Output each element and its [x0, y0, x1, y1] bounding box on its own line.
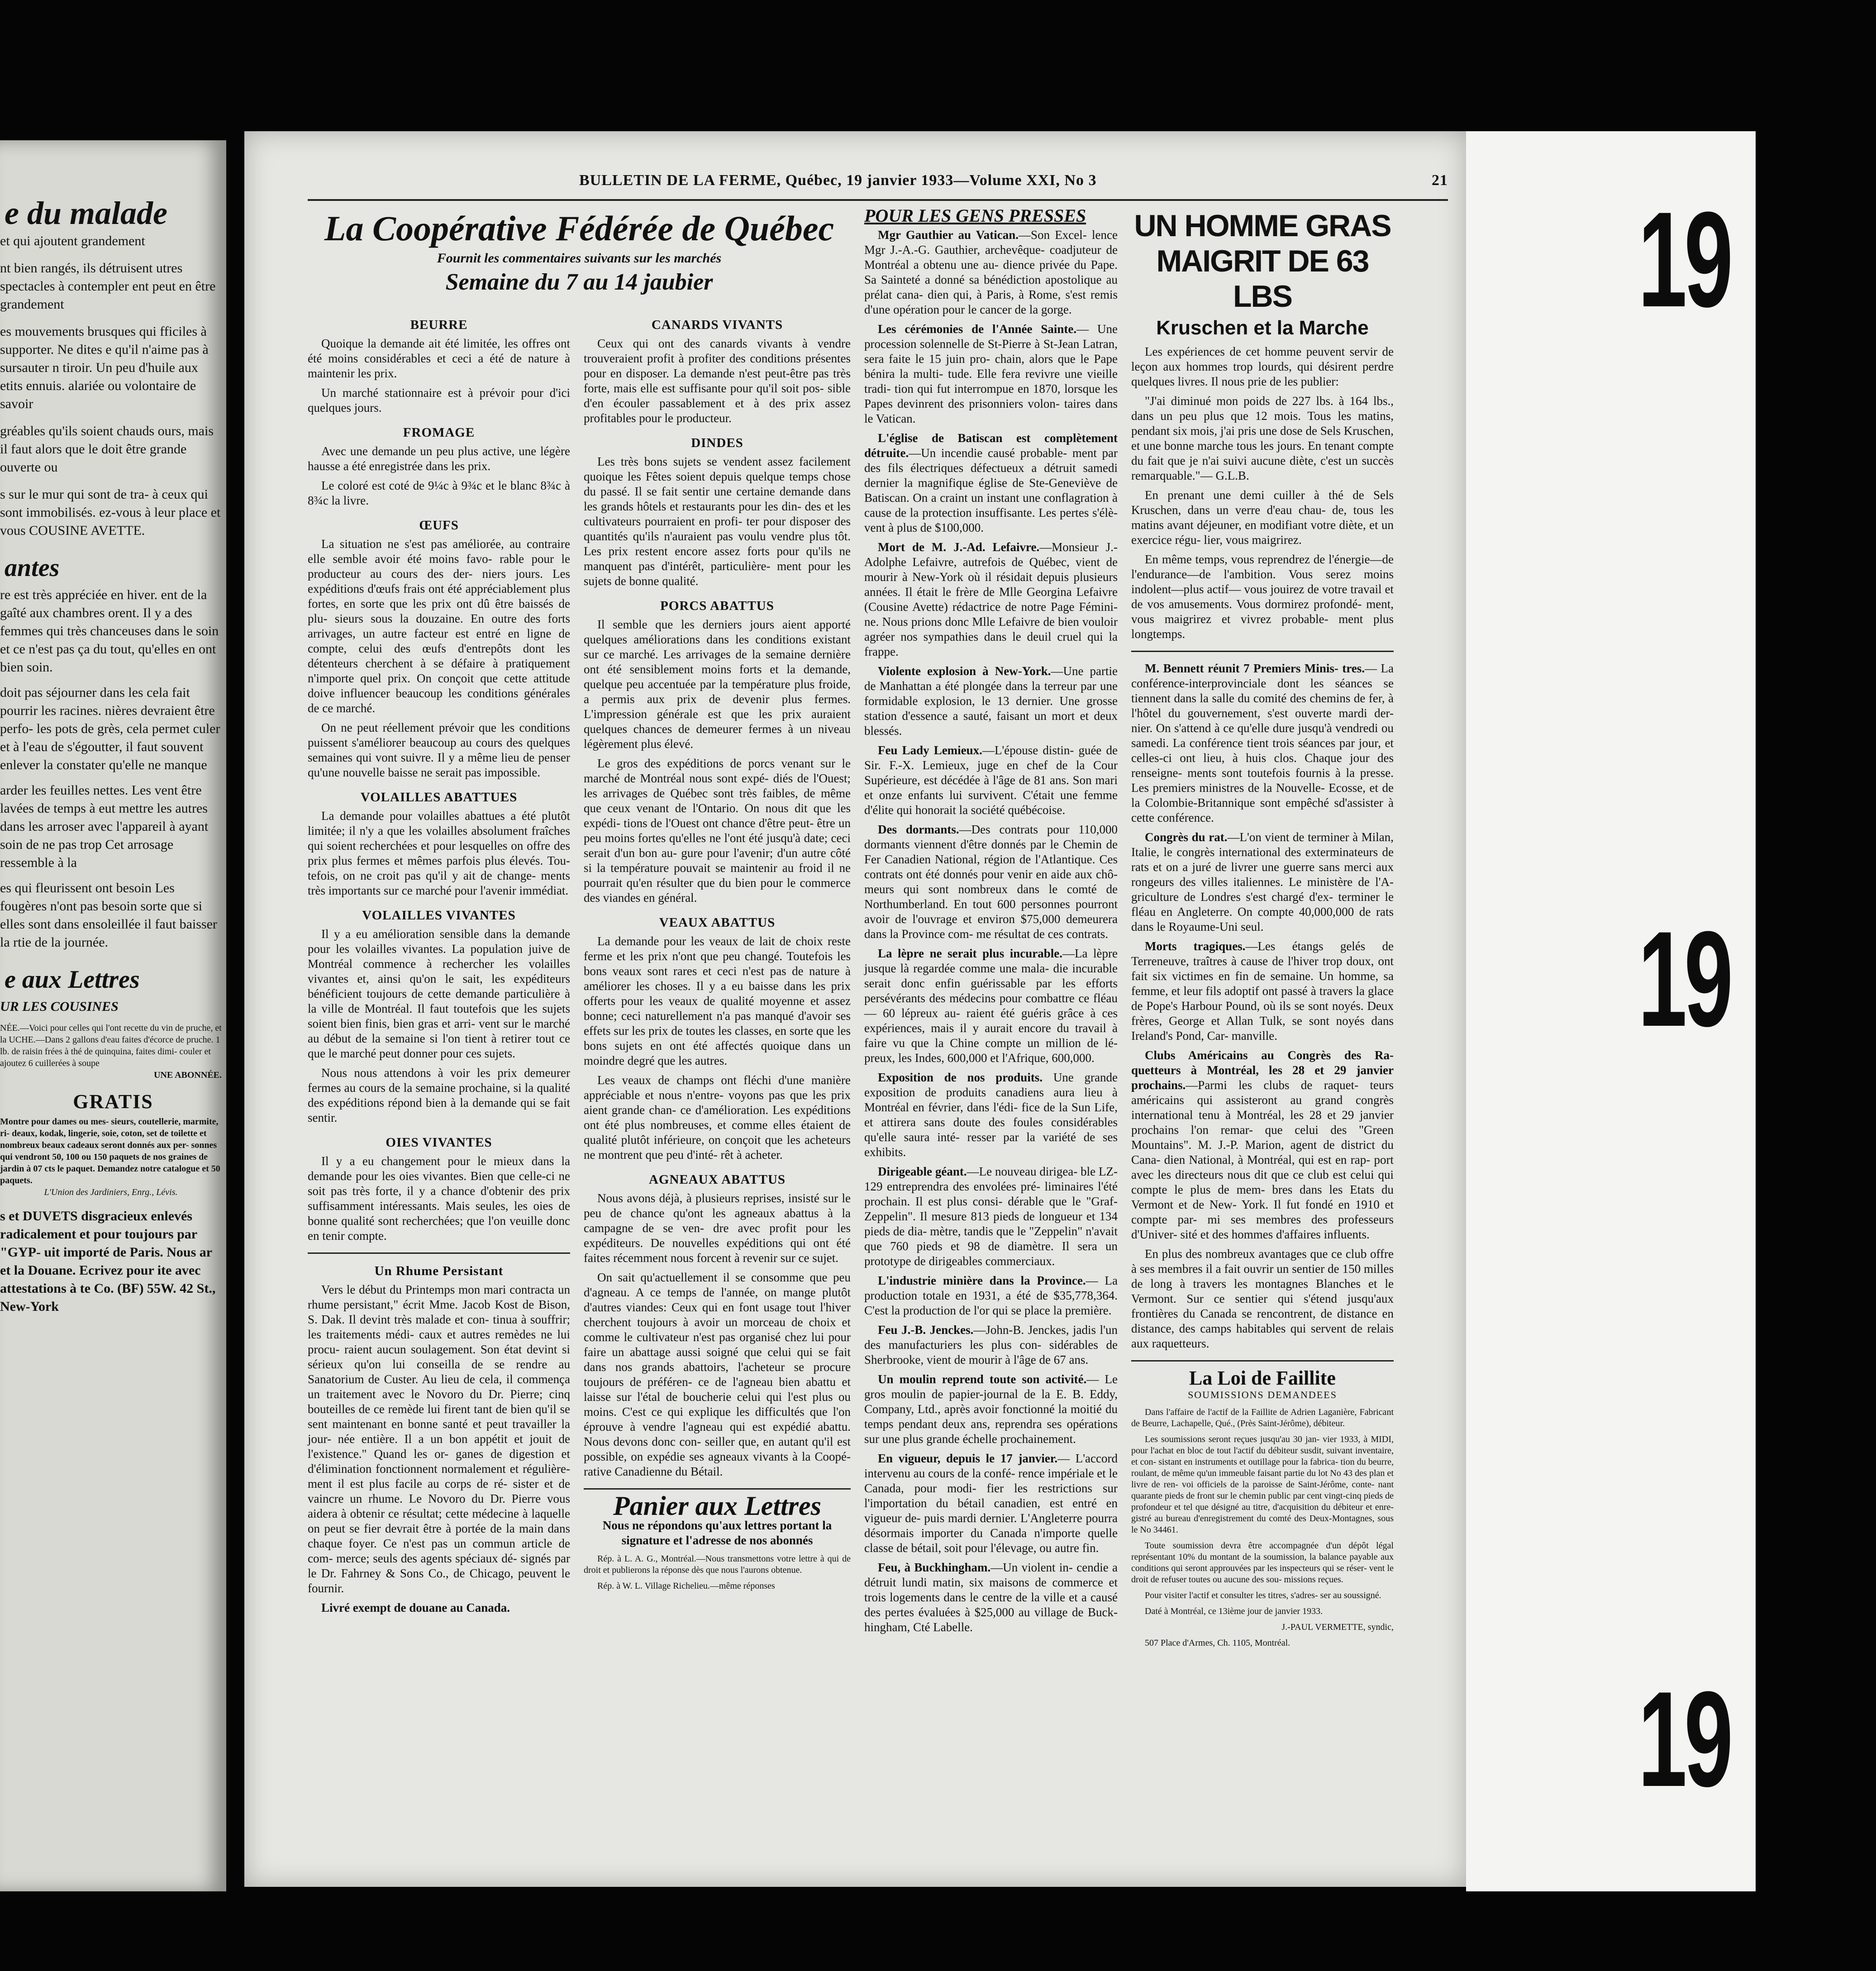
faillite-paragraph: Pour visiter l'actif et consulter les titres, s'adres- ser au soussigné.: [1145, 1590, 1381, 1600]
kruschen-headline: UN HOMME GRAS MAIGRIT DE 63 LBS: [1134, 209, 1391, 314]
news-brief: [864, 1273, 1118, 1318]
left-text-1: et qui ajoutent grandement: [0, 233, 145, 248]
section-heading: PORCS ABATTUS: [660, 599, 774, 613]
news-brief-title: Exposition de nos produits.: [878, 1071, 1043, 1084]
section-heading: AGNEAUX ABATTUS: [648, 1172, 786, 1187]
news-brief-text: — Le gros moulin de papier-journal de la E. B. Eddy, Company, Ltd., après avoir fonctionné la moitié du temps pendant deux ans, reprendra ses opérations sur une plus grande échelle prochainement.: [864, 1372, 1118, 1446]
article-paragraph: Il y a eu amélioration sensible dans la demande pour les volailles vivantes. La population juive de Montréal commence à rechercher les volailles vivantes et, ainsi qu'on le sait, les expéditeurs bénéficient toujours de cette demande particulière à la ville de Montréal. Il faut toutefois que les sujets soient bien finis, bien gras et arri- vent sur le marché au début de la semaine si l'on tient à retirer tout ce que le marché peut donner pour ces sujets.: [308, 927, 570, 1060]
news-brief-text: —Son Excel- lence Mgr J.-A.-G. Gauthier, archevêque- coadjuteur de Montréal a obtenu une au- dience privée du Pape. Sa Sainteté a donné sa bénédiction apostolique au prélat cana- dien qui, à Paris, à Rome, s'est remis d'une opération pour le cancer de la gorge.: [864, 228, 1118, 316]
article-paragraph: Ceux qui ont des canards vivants à vendre trouveraient profit à profiter des conditions présentes pour en disposer. La demande n'est peut-être pas très forte, mais elle est suffisante pour qu'il soit pos- sible d'en écouler passablement et à des prix assez profitables pour le producteur.: [584, 337, 851, 425]
news-brief: [864, 1372, 1118, 1447]
column-rule: [584, 1488, 851, 1490]
kruschen-paragraph: En même temps, vous reprendrez de l'énergie—de l'endurance—de l'ambition. Vous serez moins indolent—plus actif— vous jouirez de votre travail et de vos amusements. Vous dormirez profondé- ment, vous maigrirez et vivrez probable- ment plus longtemps.: [1131, 552, 1394, 641]
left-section-text-3: arder les feuilles nettes. Les vent être lavées de temps à eut mettre les autres dans les arroser avec l'appareil à ayant soin de ne pas trop Cet arrosage ressemble à la: [0, 783, 209, 870]
faillite-paragraph: Toute soumission devra être accompagnée d'un dépôt légal représentant 10% du montant de la soumission, la balance payable aux conditions qui seront approuvées par les inspecteurs qui se réser- vent le droit de refuser toutes ou aucune des sou- missions reçues.: [1131, 1541, 1394, 1585]
news-brief-title: Violente explosion à New-York.: [878, 664, 1051, 678]
section-heading: FROMAGE: [403, 425, 475, 440]
kruschen-paragraph: En prenant une demi cuiller à thé de Sels Kruschen, dans un verre d'eau chau- de, tous les matins avant déjeuner, en modifiant votre diète, et un exercice régu- lier, vous maigrirez.: [1131, 488, 1394, 547]
news-brief-text: —Un incendie causé probable- ment par des fils électriques défectueux a détruit samedi dernier la magnifique église de Ste-Geneviève de Batiscan. On a craint un instant une conflagration à cause de la protection insuffisante. Les pertes s'élè- vent à plus de $100,000.: [864, 446, 1118, 534]
column-3: [864, 205, 1118, 1639]
left-text-4: gréables qu'ils soient chauds ours, mais il faut alors que le doit être grande ouverte ou: [0, 424, 214, 475]
left-page-title: e du malade: [5, 195, 167, 231]
news-brief-text: —Une partie de Manhattan a été plongée dans la terreur par une formidable explosion, le 13 dernier. Une grosse station d'essence a sauté, faisant un mort et deux blessés.: [864, 664, 1118, 738]
article-paragraph: Nous avons déjà, à plusieurs reprises, insisté sur le peu de chance qu'ont les agneaux abattus à la campagne de se ven- dre avec profit pour les expéditeurs. De nouvelles expéditions qui ont été faites récemment nous forcent à revenir sur ce sujet.: [584, 1191, 851, 1265]
news-brief-continued: En plus des nombreux avantages que ce club offre à ses membres il a fait ouvrir un sentier de 150 milles de long à travers les montagnes Blanches et le Vermont. Sur ce sentier qui s'étend jusqu'aux frontières du Canada se rencontrent, de distance en distance, des camps habitables qui servent de relais aux raquetteurs.: [1131, 1247, 1394, 1350]
news-brief-text: — L'accord intervenu au cours de la confé- rence impériale et le Canada, pour modi- fier les restrictions sur l'importation du bétail canadien, est entré en vigueur de- puis mardi dernier. L'Angleterre pourra désormais importer du Canada n'importe quelle classe de bétail, soit pour l'élevage, ou autre fin.: [864, 1452, 1118, 1555]
news-brief-title: M. Bennett réunit 7 Premiers Minis- tres.: [1145, 662, 1365, 675]
faillite-title: La Loi de Faillite: [1189, 1367, 1336, 1389]
news-brief-title: Feu, à Buckhingham.: [878, 1561, 991, 1574]
news-brief-text: —L'épouse distin- guée de Sir. F.-X. Lemieux, juge en chef de la Cour Supérieure, est décédée à l'âge de 81 ans. Son mari et onze enfants lui survivent. C'était une femme d'élite qui honorait la société québécoise.: [864, 743, 1118, 817]
left-section-text: re est très appréciée en hiver. ent de la gaîté aux chambres orent. Il y a des femmes qui très chanceuses dans le soin et ce n'est pas ça du tout, qu'elles en ont bien soin.: [0, 587, 219, 675]
faillite-paragraph: Dans l'affaire de l'actif de la Faillite de Adrien Laganière, Fabricant de Beurre, Lachapelle, Qué., (Près Saint-Jérôme), débiteur.: [1131, 1407, 1394, 1428]
section-heading: ŒUFS: [419, 518, 459, 533]
news-brief-text: — La production totale en 1931, a été de $35,778,364. C'est la production de l'or qui se place la première.: [864, 1274, 1118, 1317]
article-paragraph: Il semble que les derniers jours aient apporté quelques améliorations dans les conditions existant sur ce marché. Les arrivages de la semaine dernière ont été sensiblement moins forts et la demande, quelque peu accentuée par la température plus froide, a permis aux prix de devenir plus fermes. L'impression générale est que les prix auraient quelques chances de demeurer fermes à un niveau légèrement plus élevé.: [584, 618, 851, 751]
panier-reply-1: Rép. à L. A. G., Montréal.—Nous transmettons votre lettre à qui de droit et publierons la réponse dès que nous l'aurons obtenue.: [584, 1554, 851, 1575]
kruschen-paragraph: Les expériences de cet homme peuvent servir de leçon aux hommes trop lourds, qui désirent perdre quelques livres. Il nous prie de les publier:: [1131, 345, 1394, 388]
faillite-address: 507 Place d'Armes, Ch. 1105, Montréal.: [1145, 1638, 1290, 1648]
news-brief-title: Feu Lady Lemieux.: [878, 743, 982, 757]
article-paragraph: Nous nous attendons à voir les prix demeurer fermes au cours de la semaine prochaine, si la qualité des expéditions répond bien à la demande qui se fait sentir.: [308, 1066, 570, 1124]
section-heading: DINDES: [691, 436, 743, 450]
left-lettres-sub: UR LES COUSINES: [0, 999, 119, 1014]
news-brief: [864, 1560, 1118, 1635]
news-brief-title: Clubs Américains au Congrès des Ra- quetteurs à Montréal, les 28 et 29 janvier prochains.: [1131, 1048, 1394, 1092]
left-text-2: nt bien rangés, ils détruisent utres spectacles à contempler ent peut en être grandement: [0, 261, 216, 312]
frame-number-top: 19: [1638, 183, 1730, 335]
article-paragraph: Les veaux de champs ont fléchi d'une manière appréciable et nous n'entre- voyons pas que les prix aient grande chan- ce d'amélioration. Les expéditions ont été plus nombreuses, et comme elles étaient de qualité plutôt inférieure, on conçoit que les acheteurs ne montrent que peu d'inté- rêt à acheter.: [584, 1073, 851, 1162]
news-brief-text: Une grande exposition de produits canadiens aura lieu à Montréal en février, dans l'édi- fice de la Sun Life, et attirera sans doute des foules considérables qu'elle saura inté- resser par la variété de ses exhibits.: [864, 1071, 1118, 1159]
news-brief: [1131, 1048, 1394, 1242]
article-paragraph: Avec une demande un peu plus active, une légère hausse a été enregistrée dans les prix.: [308, 444, 570, 473]
left-section-title: antes: [5, 554, 60, 582]
left-gratis-title: GRATIS: [73, 1090, 153, 1113]
news-brief: [864, 664, 1118, 738]
rhume-title: Un Rhume Persistant: [374, 1264, 504, 1278]
faillite-signature: J.-PAUL VERMETTE, syndic,: [1281, 1622, 1394, 1632]
coop-title: La Coopérative Fédérée de Québec: [324, 209, 834, 248]
left-gratis-text: Montre pour dames ou mes- sieurs, coutellerie, marmite, ri- deaux, kodak, lingerie, soie, coton, set de toilette et nombreux beaux cadeaux seront donnés aux per- sonnes qui vendront 50, 100 ou 150 paquets de nos graines de jardin à 07 cts le paquet. Demandez notre catalogue et 50 paquets.: [0, 1117, 220, 1185]
rhume-text: Vers le début du Printemps mon mari contracta un rhume persistant," écrit Mme. Jacob Kost de Bison, S. Dak. Il devint très malade et con- tinua à souffrir; les traitements médi- caux et autres remèdes ne lui procu- raient aucun soulagement. Son état devint si sérieux qu'on lui conseilla de se rendre au Sanatorium de Custer. Au lieu de cela, il commença un traitement avec le Novoro du Dr. Pierre; cinq bouteilles de ce remède lui firent tant de bien qu'il se sent maintenant en bonne santé et peut travailler la jour- née entière. Il a un bon appétit et jouit de l'existence." Quand les or- ganes de digestion et d'élimination fonctionnent normalement et régulière- ment il est plus facile au corps de ré- sister et de vaincre un rhume. Le Novoro du Dr. Pierre vous aidera à obtenir ce résultat; cette médecine à laquelle on peut se fier devrait être à portée de la main dans chaque foyer. Ce n'est pas un commun article de com- merce; seuls des agents spéciaux dé- signés par le Dr. Fahrney & Sons Co., de Chicago, peuvent le fournir.: [308, 1283, 570, 1595]
panier-title: Panier aux Lettres: [613, 1491, 821, 1521]
panier-reply-2: Rép. à W. L. Village Richelieu.—même réponses: [597, 1581, 775, 1591]
news-brief: [864, 1070, 1118, 1160]
header-rule: [308, 199, 1448, 201]
news-brief: [864, 946, 1118, 1066]
left-recette: NÉE.—Voici pour celles qui l'ont recette du vin de pruche, et la UCHE.—Dans 2 gallons d'eau faites d'écorce de pruche. 1 lb. de raisin frées à thé de quinquina, faites dimi- couler et ajoutez 6 cuillerées à soupe: [0, 1023, 222, 1068]
gens-presses-title: POUR LES GENS PRESSES: [864, 205, 1086, 226]
left-abonnee: UNE ABONNÉE.: [153, 1070, 222, 1080]
news-brief: [864, 1451, 1118, 1556]
news-brief: [1131, 830, 1394, 934]
section-heading: BEURRE: [410, 318, 468, 332]
left-section-text-2: doit pas séjourner dans les cela fait pourrir les racines. nières devraient être perfo- les pots de grès, cela permet culer et à l'eau de s'égoutter, il faut souvent enlever la constater qu'elle ne manque: [0, 685, 220, 772]
column-1: [308, 308, 570, 1620]
article-paragraph: Le gros des expéditions de porcs venant sur le marché de Montréal nous sont expé- diés de l'Ouest; les arrivages de Québec sont très faibles, de même que ceux venant de l'Ontario. On nous dit que les expédi- tions de l'Ouest ont chance d'être peut- être un peu moins fortes qu'elles ne l'ont été jusqu'à date; ceci serait d'un bon au- gure pour l'avenir; d'un autre côté si la température pouvait se maintenir au froid il ne pourrait qu'en résulter que du bien pour le commerce des viandes en général.: [584, 757, 851, 905]
news-brief: [1131, 661, 1394, 825]
news-brief-text: —Les étangs gelés de Terreneuve, traîtres à cause de l'hiver trop doux, ont fait six victimes en fin de semaine. Un homme, sa femme, et leur fils adoptif ont passé à travers la glace de Pope's Harbour Pound, où ils se sont noyés. Deux frères, George et Allan Tulk, se sont noyés dans Ireland's Pond, Car- manville.: [1131, 939, 1394, 1043]
news-brief: [864, 1164, 1118, 1269]
news-brief-title: Congrès du rat.: [1145, 830, 1228, 844]
news-brief: [864, 1323, 1118, 1367]
section-heading: CANARDS VIVANTS: [651, 318, 783, 332]
news-briefs: [864, 228, 1118, 1635]
left-section-text-4: es qui fleurissent ont besoin Les fougères n'ont pas besoin sorte que si elles sont dans ensoleillée il faut baisser la rtie de la journée.: [0, 881, 217, 950]
article-paragraph: On ne peut réellement prévoir que les conditions puissent s'améliorer beaucoup au cours des quelques semaines qui vont suivre. Il y a même lieu de penser qu'une nouvelle baisse ne serait pas impossible.: [308, 721, 570, 779]
faillite-paragraph: Les soumissions seront reçues jusqu'au 30 jan- vier 1933, à MIDI, pour l'achat en bloc de tout l'actif du débiteur susdit, suivant inventaire, et con- sistant en instruments et outillage pour la fabrica- tion du beurre, roulant, de même qu'un immeuble faisant partie du lot No 43 des plan et livre de ren- voi officiels de la paroisse de Saint-Jérôme, conte- nant quarante pieds de front sur le chemin public par cent vingt-cinq pieds de profondeur et tel que désigné au titre, d'acquisition du débiteur et enre- gistré au bureau d'enregistrement du comté des Deux-Montagnes, sous le No 34461.: [1131, 1434, 1394, 1535]
news-brief-text: —Des contrats pour 110,000 dormants viennent d'être donnés par le Chemin de Fer Canadien National, région de l'Atlantique. Ces contrats ont été donnés pour venir en aide aux chô- meurs qui sont nombreux dans le comté de Northumberland. En tout 600 personnes pourront avoir de l'ouvrage et environ $75,000 demeurera dans la Province com- me résultat de ces contrats.: [864, 823, 1118, 941]
news-briefs-2: [1131, 661, 1394, 1351]
faillite-date: Daté à Montréal, ce 13ième jour de janvier 1933.: [1145, 1606, 1323, 1616]
article-paragraph: La situation ne s'est pas améliorée, au contraire elle semble avoir été moins favo- rable pour le producteur au cours des der- niers jours. Les expéditions d'œufs frais ont été appréciablement plus fortes, en sorte que les prix ont dû être baissés de plu- sieurs sous la douzaine. En outre des forts arrivages, un autre facteur est entré en ligne de compte, celui des œufs d'entrepôts dont les détenteurs cherchent à se défaire à pratiquement n'importe quel prix. On conçoit que cette attitude doive influencer beaucoup les conditions générales de ce marché.: [308, 537, 570, 715]
coop-subtitle: Fournit les commentaires suivants sur les marchés: [437, 251, 722, 266]
news-brief-title: Les cérémonies de l'Année Sainte.: [878, 322, 1077, 336]
article-paragraph: La demande pour les veaux de lait de choix reste ferme et les prix n'ont que peu changé. Toutefois les bons veaux sont rares et ceci n'est pas de nature à améliorer les choses. Il y a eu baisse dans les prix offerts pour les veaux de qualité moyenne et assez bonne; ceci naturellement n'a pas manqué d'avoir ses effets sur les prix de toutes les classes, en sorte que les bons sujets en ont été affectés quoique dans un moindre degré que les autres.: [584, 934, 851, 1067]
news-brief: [864, 228, 1118, 317]
left-duvets-ad: s et DUVETS disgracieux enlevés radicalement et pour toujours par "GYP- uit importé de Paris. Nous ar et la Douane. Ecrivez pour ite avec attestations à te Co. (BF) 55W. 42 St., New-York: [0, 1209, 216, 1314]
news-brief-text: —Le nouveau dirigea- ble LZ-129 entreprendra des envolées pré- liminaires l'été prochain. Il est plus consi- dérable que le "Graf-Zeppelin". Il mesure 813 pieds de longueur et 134 pieds de dia- mètre, tandis que le "Zeppelin" n'avait que 760 pieds et 98 de diamètre. Il sera un prototype de dirigeables commerciaux.: [864, 1165, 1118, 1268]
news-brief-text: —John-B. Jenckes, jadis l'un des manufacturiers les plus con- sidérables de Sherbrooke, vient de mourir à l'âge de 67 ans.: [864, 1323, 1118, 1366]
news-brief-title: Mgr Gauthier au Vatican.: [878, 228, 1019, 242]
news-brief-text: —Un violent in- cendie a détruit lundi matin, six maisons de commerce et trois logements dans le centre de la ville et a causé des pertes évaluées à $25,000 au village de Buck- hingham, Cté Labelle.: [864, 1561, 1118, 1634]
article-paragraph: La demande pour volailles abattues a été plutôt limitée; il n'y a que les volailles absolument fraîches qui soient recherchées et pour lesquelles on offre des prix plus fermes et mêmes parfois plus élevés. Tou- tefois, on ne croit pas qu'il y ait de change- ments très importants sur ce marché pour l'avenir immédiat.: [308, 809, 570, 897]
column-2: [584, 308, 851, 1596]
news-brief-text: —Parmi les clubs de raquet- teurs américains qui assisteront au grand congrès international tenu à Montréal, les 28 et 29 janvier prochains l'on remar- que celui des "Green Mountains". M. J.-P. Marion, agent de district du Cana- dien National, à Montréal, qui est en rap- port avec les directeurs nous dit que ce club est celui qui compte le plus de mem- bres dans les Etats du Vermont et de New- York. Il fut fondé en 1910 et compte par- mi ses membres des professeurs d'Univer- sité et des hommes d'affaires influents.: [1131, 1078, 1394, 1241]
section-heading: VEAUX ABATTUS: [659, 915, 776, 930]
news-brief-title: Des dormants.: [878, 823, 959, 836]
coop-header: [308, 208, 851, 295]
coop-week: Semaine du 7 au 14 jaubier: [445, 269, 713, 295]
news-brief: [864, 322, 1118, 426]
page-header: [579, 172, 1448, 195]
news-brief-text: —Monsieur J.-Adolphe Lefaivre, autrefois de Québec, vient de mourir à New-York où il résidait depuis plusieurs années. Il était le frère de Mlle Georgina Lefaivre (Cousine Avette) rédactrice de notre Page Fémini- ne. Nous prions donc Mlle Lefaivre de bien vouloir agréer nos sympathies dans le deuil cruel qui la frappe.: [864, 540, 1118, 658]
article-paragraph: Il y a eu changement pour le mieux dans la demande pour les oies vivantes. Bien que celle-ci ne soit pas très forte, il y a chance d'obtenir des prix suffisamment intéressants. Mais seules, les oies de bonne qualité sont recherchées; que l'on veuille donc en tenir compte.: [308, 1154, 570, 1243]
news-brief: [864, 822, 1118, 942]
news-brief-title: Dirigeable géant.: [878, 1165, 967, 1178]
news-brief-title: L'industrie minière dans la Province.: [878, 1274, 1086, 1287]
news-brief-title: Mort de M. J.-Ad. Lefaivre.: [878, 540, 1040, 554]
column-rule: [1131, 651, 1394, 652]
news-brief: [864, 431, 1118, 535]
rhume-footer: Livré exempt de douane au Canada.: [321, 1601, 510, 1614]
article-paragraph: On sait qu'actuellement il se consomme que peu d'agneau. A ce temps de l'année, on mange plutôt d'autres viandes: Ceux qui en font usage tout l'hiver cherchent toujours à avoir un morceau de choix et comme le cultivateur n'est pas organisé chez lui pour faire un abattage aussi soigné que celui qui se fait dans nos grands abattoirs, l'acheteur se procure toujours de préféren- ce de l'agneau bien abattu et laisse sur l'étal de boucherie celui qui l'est plus ou moins. C'est ce qui explique les difficultés que l'on éprouve à vendre l'agneau qui est expédié abattu. Nous devons donc con- seiller que, en autant qu'il est possible, on expédie ses agneaux vivants à la Coopé- rative Canadienne du Bétail.: [584, 1271, 851, 1478]
news-brief-title: En vigueur, depuis le 17 janvier.: [878, 1452, 1058, 1465]
section-heading: VOLAILLES ABATTUES: [360, 790, 518, 805]
news-brief-title: Morts tragiques.: [1145, 939, 1246, 953]
article-paragraph: Un marché stationnaire est à prévoir pour d'ici quelques jours.: [308, 386, 570, 414]
news-brief: [1131, 939, 1394, 1043]
left-lettres-title: e aux Lettres: [5, 966, 140, 994]
left-gratis-sign: L'Union des Jardiniers, Enrg., Lévis.: [44, 1187, 178, 1197]
panier-subtitle: Nous ne répondons qu'aux lettres portant la signature et l'adresse de nos abonnés: [602, 1519, 832, 1547]
article-paragraph: Les très bons sujets se vendent assez facilement quoique les Fêtes soient depuis quelque temps chose du passé. Il se fait sentir une certaine demande dans les grands hôtels et restaurants pour les din- des et les cultivateurs pourraient en profi- ter pour disposer des quantités qu'ils n'auraient pas voulu vendre plus tôt. Les prix restent encore assez forts pour qu'ils ne manquent pas d'intérêt, particulière- ment pour les sujets de bonne qualité.: [584, 455, 851, 588]
news-brief: [864, 540, 1118, 659]
article-paragraph: Le coloré est coté de 9¼c à 9¾c et le blanc 8¾c à 8¾c la livre.: [308, 479, 570, 507]
newspaper-page: [244, 131, 1466, 1887]
column-4: [1131, 208, 1394, 1653]
section-heading: OIES VIVANTES: [386, 1135, 492, 1150]
kruschen-paragraph: "J'ai diminué mon poids de 227 lbs. à 164 lbs., dans un peu plus que 12 mois. Tous les matins, pendant six mois, j'ai pris une dose de Sels Kruschen, et une bonne marche tous les jours. En tenant compte du fait que je n'ai suivi aucune diète, c'est un succès remarquable."— G.L.B.: [1131, 394, 1394, 482]
frame-marker-panel: [1466, 131, 1756, 1891]
news-brief-title: L'église de Batiscan est complètement détruite.: [864, 431, 1118, 460]
news-brief-title: Un moulin reprend toute son activité.: [878, 1372, 1087, 1386]
frame-number-middle: 19: [1638, 903, 1730, 1055]
left-text-3: es mouvements brusques qui fficiles à supporter. Ne dites e qu'il n'aime pas à sursauter n tiroir. Un peu d'huile aux etits ennuis. alariée ou volontaire de savoir: [0, 324, 209, 411]
kruschen-subhead: Kruschen et la Marche: [1156, 317, 1369, 339]
article-paragraph: Quoique la demande ait été limitée, les offres ont été moins considérables et ceci a été de nature à maintenir les prix.: [308, 337, 570, 380]
column-rule: [308, 1252, 570, 1254]
column-rule: [1131, 1360, 1394, 1362]
page-number: 21: [1432, 172, 1448, 189]
news-brief: [864, 743, 1118, 818]
frame-number-bottom: 19: [1638, 1663, 1730, 1815]
news-brief-title: La lèpre ne serait plus incurable.: [878, 947, 1062, 960]
news-brief-text: — La conférence-interprovinciale dont les séances se tiennent dans la salle du comité des chemins de fer, à l'hôtel du gouvernement, s'est ouverte mardi der- nier. On s'attend à ce qu'elle dure jusqu'à vendredi ou samedi. La conférence tient trois séances par jour, et celles-ci ont lieu, à huis clos. Chaque jour des renseigne- ments sont toutefois fournis à la presse. Les premiers ministres de la Nouvelle- Ecosse, et de la Colombie-Britannique sont empêché sd'assister à cette conférence.: [1131, 662, 1394, 824]
news-brief-title: Feu J.-B. Jenckes.: [878, 1323, 974, 1337]
section-heading: VOLAILLES VIVANTES: [362, 908, 516, 923]
left-text-5: s sur le mur qui sont de tra- à ceux qui sont immobilisés. ez-vous à leur place et vous COUSINE AVETTE.: [0, 487, 221, 538]
left-page-fragment: [0, 140, 226, 1891]
news-brief-text: —L'on vient de terminer à Milan, Italie, le congrès international des exterminateurs de rats et on a juré de livrer une guerre sans merci aux rongeurs des villes italiennes. Le ministère de l'A- griculture de Londres s'est chargé d'ex- terminer le fléau en Angleterre. On compte 40,000,000 de rats dans le Royaume-Uni seul.: [1131, 830, 1394, 933]
faillite-subtitle: SOUMISSIONS DEMANDEES: [1188, 1389, 1337, 1400]
news-brief-text: — Une procession solennelle de St-Pierre à St-Jean Latran, sera faite le 15 juin pro- chain, alors que le Pape bénira la multi- tude. Elle fera revivre une vieille tradi- tion qui fut interrompue en 1870, lorsque les Papes devinrent des prisonniers volon- taires dans le Vatican.: [864, 322, 1118, 425]
news-brief-text: —La lèpre jusque là regardée comme une mala- die incurable serait donc enfin guérissable par les efforts persévérants des médecins pour combattre ce fléau — 60 lépreux au- raient été guéris grâce à ces expériences, mais il y aurait encore du travail à faire vu que la Chine compte un million de lé- preux, les Indes, 600,000 et l'Afrique, 600,000.: [864, 947, 1118, 1065]
page-header-text: BULLETIN DE LA FERME, Québec, 19 janvier 1933—Volume XXI, No 3: [579, 172, 1097, 189]
